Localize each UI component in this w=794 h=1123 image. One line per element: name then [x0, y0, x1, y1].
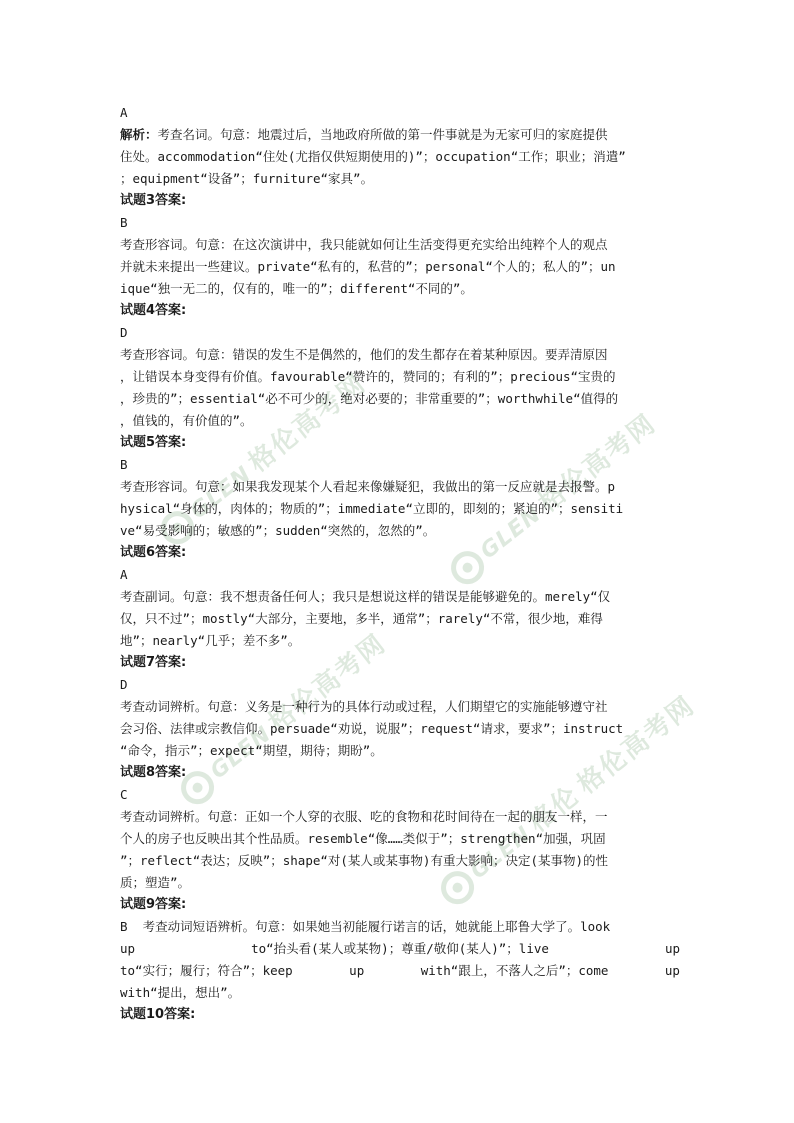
analysis-text: with“跟上，不落人之后”；come: [420, 963, 609, 978]
question-heading: 试题5答案:: [120, 435, 187, 450]
analysis-row: [120, 960, 680, 982]
answer-content: [120, 102, 680, 1026]
analysis-text: 并就未来提出一些建议。private“私有的，私营的”；personal“个人的；私人的”；un: [120, 259, 616, 274]
analysis-text: to“抬头看(某人或某物)；尊重/敬仰(某人)”；live: [251, 941, 549, 956]
question-heading: 试题8答案:: [120, 765, 187, 780]
analysis-text: ，珍贵的”；essential“必不可少的，绝对必要的；非常重要的”；worthwhile“值得的: [120, 391, 619, 406]
watermark-latin: GLEN: [476, 501, 547, 565]
analysis-text: ”；reflect“表达；反映”；shape“对(某人或某事物)有重大影响；决定(某事物)的性: [120, 853, 609, 868]
answer-letter: A: [120, 567, 128, 582]
watermark-cn: 格伦: [523, 780, 586, 839]
analysis-text: 考查形容词。句意：错误的发生不是偶然的，他们的发生都存在着某种原因。要弄清原因: [120, 347, 608, 362]
answer-letter: A: [120, 105, 128, 120]
watermark-cn: 格伦高考网: [263, 628, 392, 739]
analysis-label: 解析：: [120, 127, 158, 142]
analysis-text: hysical“身体的，肉体的；物质的”；immediate“立即的，即刻的；紧迫的”；sensiti: [120, 501, 624, 516]
watermark-cn: 格伦高考网: [243, 368, 372, 479]
answer-letter: C: [120, 787, 128, 802]
answer-letter: B: [120, 457, 128, 472]
analysis-text: 质；塑造”。: [120, 875, 191, 890]
watermark-latin: GLEN: [186, 461, 257, 525]
answer-letter: D: [120, 677, 128, 692]
question-heading: 试题10答案:: [120, 1007, 196, 1022]
question-heading: 试题9答案:: [120, 897, 187, 912]
analysis-text: “命令，指示”；expect“期望，期待；期盼”。: [120, 743, 383, 758]
analysis-text: up: [120, 941, 136, 956]
analysis-text: 考查形容词。句意：如果我发现某个人看起来像嫌疑犯，我做出的第一反应就是去报警。p: [120, 479, 616, 494]
watermark-cn: 格伦高考网: [572, 690, 701, 801]
analysis-text: ，值钱的，有价值的”。: [120, 413, 253, 428]
watermark-latin: GLEN: [206, 721, 277, 785]
analysis-text: 考查动词辨析。句意：正如一个人穿的衣服、吃的食物和花时间待在一起的朋友一样，一: [120, 809, 608, 824]
analysis-text: up: [349, 963, 365, 978]
analysis-text: B 考查动词短语辨析。句意：如果她当初能履行诺言的话，她就能上耶鲁大学了。look: [120, 919, 611, 934]
analysis-text: 会习俗、法律或宗教信仰。persuade“劝说，说服”；request“请求，要求”；instruct: [120, 721, 624, 736]
watermark-cn: 格伦高考网: [533, 408, 662, 519]
answer-letter: D: [120, 325, 128, 340]
analysis-text: 仅，只不过”；mostly“大部分，主要地，多半，通常”；rarely“不常，很少地，难得: [120, 611, 603, 626]
analysis-text: 考查副词。句意：我不想责备任何人；我只是想说这样的错误是能够避免的。merely“仅: [120, 589, 611, 604]
analysis-text: with“提出，想出”。: [120, 985, 241, 1000]
analysis-text: 考查动词辨析。句意：义务是一种行为的具体行动或过程，人们期望它的实施能够遵守社: [120, 699, 608, 714]
analysis-line: [120, 124, 680, 146]
analysis-text: ique“独一无二的，仅有的，唯一的”；different“不同的”。: [120, 281, 473, 296]
analysis-text: to“实行；履行；符合”；keep: [120, 963, 293, 978]
analysis-text: up: [664, 941, 680, 956]
analysis-text: 个人的房子也反映出其个性品质。resemble“像……类似于”；strengthen“加强，巩固: [120, 831, 606, 846]
watermark-latin: GLEN: [466, 821, 537, 885]
answer-letter: B: [120, 215, 128, 230]
question-heading: 试题4答案:: [120, 303, 187, 318]
analysis-text: 考查形容词。句意：在这次演讲中，我只能就如何让生活变得更充实给出纯粹个人的观点: [120, 237, 608, 252]
analysis-row: [120, 938, 680, 960]
analysis-text: ；equipment“设备”；furniture“家具”。: [120, 171, 374, 186]
question-heading: 试题7答案:: [120, 655, 187, 670]
analysis-text: ，让错误本身变得有价值。favourable“赞许的，赞同的；有利的”；precious“宝贵的: [120, 369, 616, 384]
analysis-text: 住处。accommodation“住处(尤指仅供短期使用的)”；occupation“工作；职业；消遣”: [120, 149, 626, 164]
analysis-text: ve“易受影响的；敏感的”；sudden“突然的，忽然的”。: [120, 523, 436, 538]
question-heading: 试题3答案:: [120, 193, 187, 208]
analysis-text: 地”；nearly“几乎；差不多”。: [120, 633, 301, 648]
question-heading: 试题6答案:: [120, 545, 187, 560]
analysis-text: up: [664, 963, 680, 978]
analysis-text: 考查名词。句意：地震过后，当地政府所做的第一件事就是为无家可归的家庭提供: [157, 127, 608, 142]
